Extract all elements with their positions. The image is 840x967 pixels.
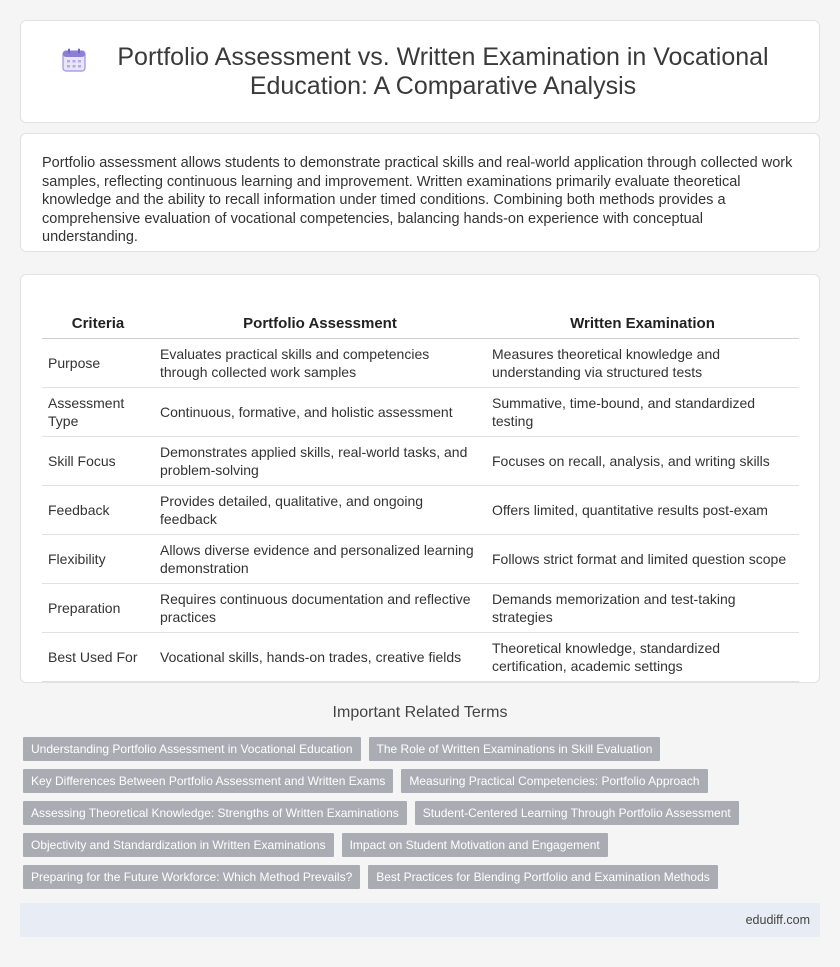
portfolio-cell: Provides detailed, qualitative, and ongoing feedback [154,486,486,535]
portfolio-cell: Allows diverse evidence and personalized learning demonstration [154,535,486,584]
table-row [42,388,799,437]
page-title: Portfolio Assessment vs. Written Examination in Vocational Education: A Comparative Analysis [117,42,769,100]
intro-card [20,133,820,252]
written-cell: Theoretical knowledge, standardized certification, academic settings [486,633,799,682]
related-term-link[interactable]: Understanding Portfolio Assessment in Vocational Education [23,737,361,761]
related-term-link[interactable]: Assessing Theoretical Knowledge: Strengths of Written Examinations [23,801,407,825]
written-cell: Follows strict format and limited question scope [486,535,799,584]
portfolio-cell: Requires continuous documentation and reflective practices [154,584,486,633]
related-terms-list [23,737,823,897]
related-term-link[interactable]: Key Differences Between Portfolio Assessment and Written Exams [23,769,393,793]
table-row [42,584,799,633]
related-term-link[interactable]: Student-Centered Learning Through Portfolio Assessment [415,801,739,825]
written-cell: Focuses on recall, analysis, and writing skills [486,437,799,486]
related-term-link[interactable]: Preparing for the Future Workforce: Which Method Prevails? [23,865,360,889]
portfolio-cell: Demonstrates applied skills, real-world tasks, and problem-solving [154,437,486,486]
criteria-cell: Preparation [42,584,154,633]
related-term-link[interactable]: Objectivity and Standardization in Written Examinations [23,833,334,857]
related-term-link[interactable]: Impact on Student Motivation and Engagement [342,833,608,857]
portfolio-cell: Evaluates practical skills and competencies through collected work samples [154,339,486,388]
header-card [20,20,820,123]
intro-paragraph: Portfolio assessment allows students to demonstrate practical skills and real-world application through collected work samples, reflecting continuous learning and improvement. Written examinations primarily evaluate theoretical knowledge and the ability to recall information under timed conditions. Combining both methods provides a comprehensive evaluation of vocational competencies, balancing hands-on experience with conceptual understanding. [42,155,793,245]
criteria-cell: Purpose [42,339,154,388]
written-cell: Measures theoretical knowledge and understanding via structured tests [486,339,799,388]
comparison-table [42,295,799,682]
written-cell: Demands memorization and test-taking strategies [486,584,799,633]
table-row [42,437,799,486]
table-header-row [42,295,799,339]
footer-site-link[interactable]: edudiff.com [745,913,810,927]
criteria-cell: Assessment Type [42,388,154,437]
written-cell: Summative, time-bound, and standardized testing [486,388,799,437]
criteria-cell: Skill Focus [42,437,154,486]
written-cell: Offers limited, quantitative results post-exam [486,486,799,535]
table-row [42,535,799,584]
portfolio-cell: Vocational skills, hands-on trades, creative fields [154,633,486,682]
portfolio-cell: Continuous, formative, and holistic assessment [154,388,486,437]
column-header-criteria: Criteria [42,295,154,339]
calendar-icon [61,47,87,73]
related-term-link[interactable]: Best Practices for Blending Portfolio and Examination Methods [368,865,718,889]
table-row [42,633,799,682]
criteria-cell: Feedback [42,486,154,535]
comparison-table-card [20,274,820,683]
table-row [42,339,799,388]
criteria-cell: Best Used For [42,633,154,682]
related-term-link[interactable]: The Role of Written Examinations in Skill Evaluation [369,737,661,761]
related-term-link[interactable]: Measuring Practical Competencies: Portfolio Approach [401,769,707,793]
criteria-cell: Flexibility [42,535,154,584]
related-terms-heading: Important Related Terms [332,704,508,721]
column-header-portfolio: Portfolio Assessment [154,295,486,339]
footer-bar [20,903,820,937]
table-row [42,486,799,535]
column-header-written: Written Examination [486,295,799,339]
